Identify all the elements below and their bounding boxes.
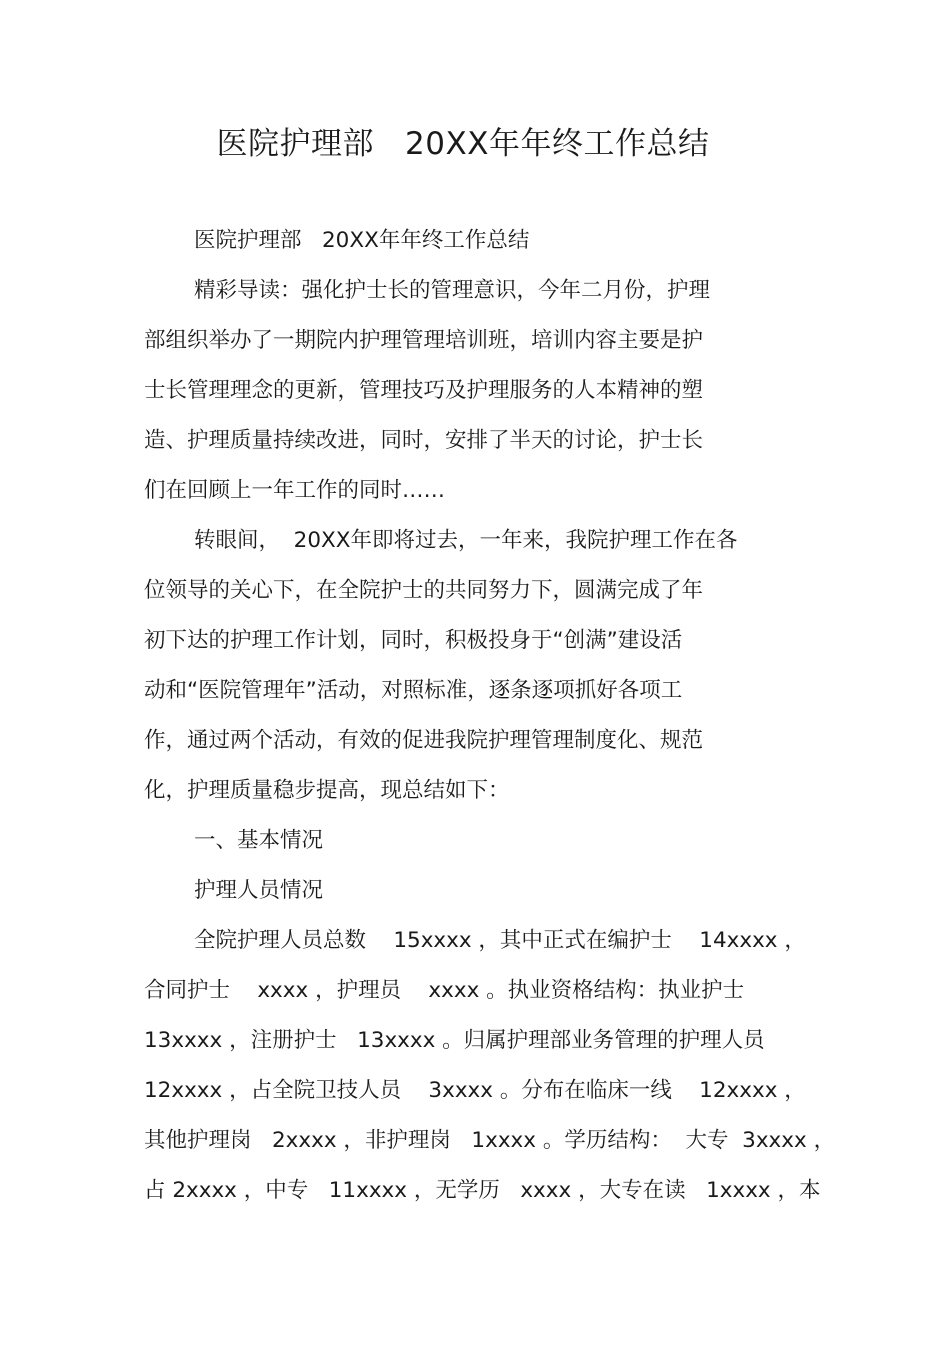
body-line: 初下达的护理工作计划，同时，积极投身于“创满”建设活 <box>144 628 683 653</box>
intro-line: 部组织举办了一期院内护理管理培训班，培训内容主要是护 <box>144 328 704 353</box>
section-heading: 一、基本情况 <box>194 828 324 853</box>
body-line: 化，护理质量稳步提高，现总结如下： <box>144 778 510 803</box>
body-line: 合同护士 xxxx ，护理员 xxxx 。执业资格结构：执业护士 <box>144 978 745 1003</box>
subsection-heading: 护理人员情况 <box>194 878 324 903</box>
body-line: 其他护理岗 2xxxx ，非护理岗 1xxxx 。学历结构： 大专 3xxxx ， <box>144 1128 836 1153</box>
subtitle-line: 医院护理部 20XX年年终工作总结 <box>194 228 530 253</box>
body-line: 动和“医院管理年”活动，对照标准，逐条逐项抓好各项工 <box>144 678 683 703</box>
body-line: 12xxxx ，占全院卫技人员 3xxxx 。分布在临床一线 12xxxx ， <box>144 1078 806 1103</box>
intro-line: 士长管理理念的更新，管理技巧及护理服务的人本精神的塑 <box>144 378 704 403</box>
intro-line: 精彩导读：强化护士长的管理意识，今年二月份，护理 <box>194 278 711 303</box>
body-line: 占 2xxxx ，中专 11xxxx ，无学历 xxxx ，大专在读 1xxxx ，本 <box>144 1178 821 1203</box>
body-line: 转眼间， 20XX年即将过去，一年来，我院护理工作在各 <box>194 528 738 553</box>
body-line: 13xxxx ，注册护士 13xxxx 。归属护理部业务管理的护理人员 <box>144 1028 765 1053</box>
body-line: 作，通过两个活动，有效的促进我院护理管理制度化、规范 <box>144 728 704 753</box>
body-line: 位领导的关心下，在全院护士的共同努力下，圆满完成了年 <box>144 578 704 603</box>
body-line: 全院护理人员总数 15xxxx ，其中正式在编护士 14xxxx ， <box>194 928 806 953</box>
intro-line: 们在回顾上一年工作的同时…… <box>144 478 446 503</box>
document-title: 医院护理部 20XX年年终工作总结 <box>216 126 710 162</box>
intro-line: 造、护理质量持续改进，同时，安排了半天的讨论，护士长 <box>144 428 704 453</box>
